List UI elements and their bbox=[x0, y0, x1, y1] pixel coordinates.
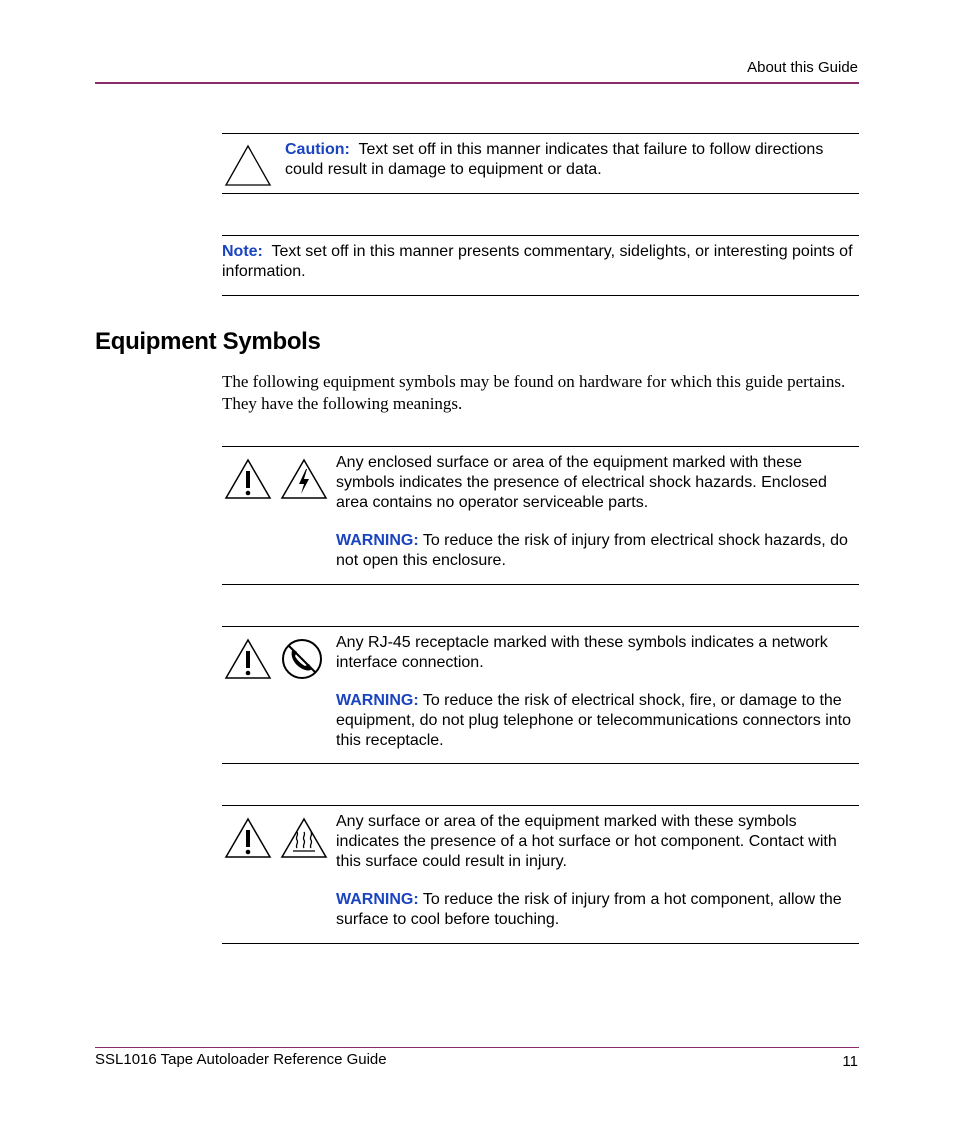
section-heading: Equipment Symbols bbox=[95, 328, 321, 355]
warning-paragraph bbox=[336, 531, 856, 571]
warning-label: WARNING: bbox=[336, 532, 419, 549]
electrical-shock-icon bbox=[280, 457, 328, 501]
caution-triangle-icon bbox=[224, 143, 272, 187]
warning-text: To reduce the risk of injury from electrical shock hazards, do not open this enclosure. bbox=[336, 532, 848, 569]
warning-exclamation-icon bbox=[224, 457, 272, 501]
warning-label: WARNING: bbox=[336, 692, 419, 709]
warning-text: To reduce the risk of injury from a hot component, allow the surface to cool before touching. bbox=[336, 891, 842, 928]
warning-text: To reduce the risk of electrical shock, fire, or damage to the equipment, do not plug telephone or telecommunications connectors into this receptacle. bbox=[336, 692, 851, 749]
symbol-row-network bbox=[222, 626, 859, 764]
caution-text-block bbox=[285, 140, 853, 180]
header-rule bbox=[95, 82, 859, 84]
symbol-row-electrical bbox=[222, 446, 859, 585]
page-number: 11 bbox=[842, 1053, 858, 1070]
warning-paragraph bbox=[336, 691, 856, 751]
caution-box bbox=[222, 133, 859, 194]
warning-label: WARNING: bbox=[336, 891, 419, 908]
warning-paragraph bbox=[336, 890, 856, 930]
section-intro: The following equipment symbols may be found on hardware for which this guide pertains. They have the following meanings. bbox=[222, 372, 846, 413]
symbol-description-block bbox=[336, 453, 856, 571]
footer-rule bbox=[95, 1047, 859, 1048]
caution-text: Text set off in this manner indicates that failure to follow directions could result in damage to equipment or data. bbox=[285, 141, 824, 178]
caution-label: Caution: bbox=[285, 141, 350, 158]
note-label: Note: bbox=[222, 243, 263, 260]
symbol-description: Any enclosed surface or area of the equipment marked with these symbols indicates the presence of electrical shock hazards. Enclosed area contains no operator serviceable parts. bbox=[336, 454, 827, 511]
network-receptacle-icon bbox=[280, 637, 324, 681]
warning-exclamation-icon bbox=[224, 637, 272, 681]
warning-exclamation-icon bbox=[224, 816, 272, 860]
footer-title: SSL1016 Tape Autoloader Reference Guide bbox=[95, 1051, 387, 1068]
running-header: About this Guide bbox=[747, 59, 858, 76]
note-text: Text set off in this manner presents commentary, sidelights, or interesting points of information. bbox=[222, 243, 853, 280]
symbol-row-hot-surface bbox=[222, 805, 859, 944]
symbol-description: Any surface or area of the equipment marked with these symbols indicates the presence of a hot surface or hot component. Contact with this surface could result in injury. bbox=[336, 813, 837, 870]
symbol-description: Any RJ-45 receptacle marked with these symbols indicates a network interface connection. bbox=[336, 634, 828, 671]
symbol-description-block bbox=[336, 812, 856, 930]
hot-surface-icon bbox=[280, 816, 328, 860]
note-box bbox=[222, 235, 859, 296]
symbol-description-block bbox=[336, 633, 856, 751]
note-text-block bbox=[222, 242, 857, 282]
